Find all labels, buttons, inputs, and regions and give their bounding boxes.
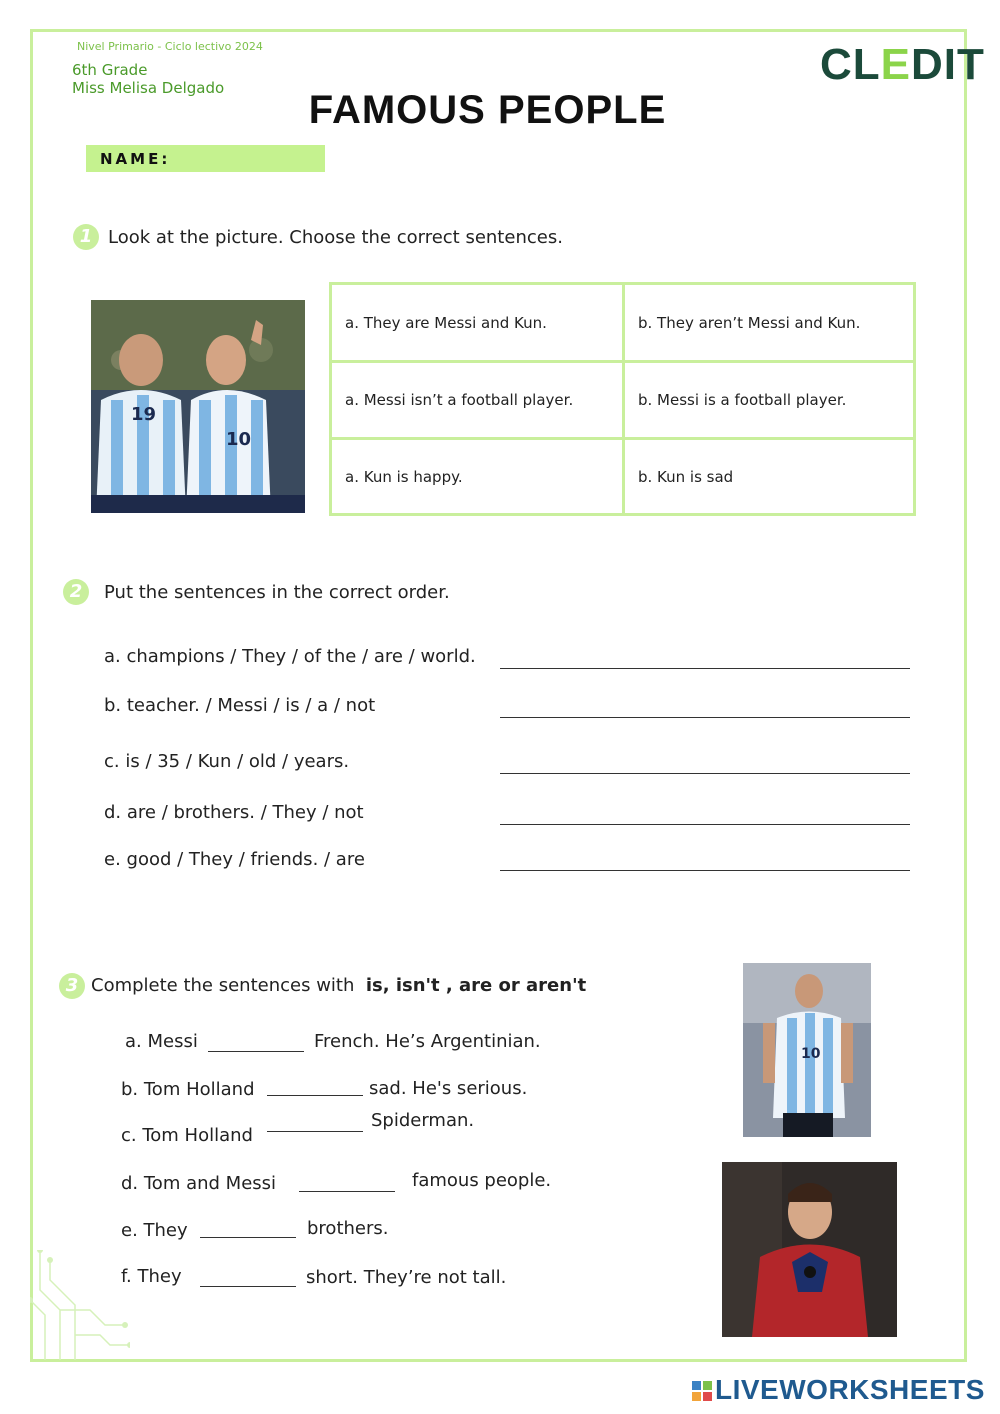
fill-item-after: French. He’s Argentinian.: [314, 1031, 541, 1052]
order-item: d. are / brothers. / They / not: [104, 802, 364, 823]
choice-row: [332, 362, 913, 438]
choice-option-a[interactable]: a. Messi isn’t a football player.: [345, 391, 574, 409]
tom-holland-photo: [722, 1162, 897, 1337]
choice-row: [332, 439, 913, 515]
section-2-number: 2: [63, 579, 89, 605]
fill-blank[interactable]: [200, 1286, 296, 1287]
section-3-instruction: Complete the sentences with is, isn't , are or aren't: [91, 975, 587, 996]
page-title: FAMOUS PEOPLE: [308, 88, 667, 132]
order-item: b. teacher. / Messi / is / a / not: [104, 695, 376, 716]
fill-blank[interactable]: [208, 1051, 304, 1052]
section-2-instruction: Put the sentences in the correct order.: [104, 582, 450, 603]
fill-item-before: d. Tom and Messi: [121, 1173, 277, 1194]
school-line: Nivel Primario - Ciclo lectivo 2024: [77, 40, 263, 53]
answer-line[interactable]: [500, 717, 910, 718]
fill-item-before: f. They: [121, 1266, 182, 1287]
fill-item-after: Spiderman.: [371, 1110, 475, 1131]
svg-text:10: 10: [801, 1046, 821, 1062]
svg-text:10: 10: [226, 429, 252, 450]
fill-item-after: brothers.: [307, 1218, 389, 1239]
answer-line[interactable]: [500, 773, 910, 774]
section-1-number: 1: [73, 224, 99, 250]
choice-option-b[interactable]: b. Messi is a football player.: [638, 391, 847, 409]
messi-photo: [743, 963, 871, 1137]
svg-text:19: 19: [131, 404, 157, 425]
choice-row: [332, 285, 913, 361]
choice-grid: [329, 282, 916, 516]
fill-blank[interactable]: [267, 1095, 363, 1096]
teacher-label: Miss Melisa Delgado: [72, 79, 225, 97]
order-item: e. good / They / friends. / are: [104, 849, 365, 870]
choice-option-a[interactable]: a. They are Messi and Kun.: [345, 314, 547, 332]
choice-option-b[interactable]: b. Kun is sad: [638, 468, 734, 486]
fill-item-after: famous people.: [412, 1170, 552, 1191]
choice-option-a[interactable]: a. Kun is happy.: [345, 468, 463, 486]
fill-item-before: a. Messi: [125, 1031, 198, 1052]
cedit-logo: CLEDIT: [820, 40, 985, 89]
liveworksheets-icon: [692, 1381, 712, 1401]
fill-blank[interactable]: [299, 1191, 395, 1192]
section-1-instruction: Look at the picture. Choose the correct sentences.: [108, 227, 563, 248]
answer-line[interactable]: [500, 668, 910, 669]
fill-item-before: e. They: [121, 1220, 188, 1241]
order-item: a. champions / They / of the / are / world.: [104, 646, 476, 667]
section-3-number: 3: [59, 973, 85, 999]
fill-blank[interactable]: [200, 1237, 296, 1238]
choice-option-b[interactable]: b. They aren’t Messi and Kun.: [638, 314, 861, 332]
name-label: NAME:: [100, 150, 171, 168]
fill-item-before: b. Tom Holland: [121, 1079, 255, 1100]
fill-item-after: short. They’re not tall.: [306, 1267, 507, 1288]
circuit-decoration: [30, 1250, 130, 1360]
fill-item-after: sad. He's serious.: [369, 1078, 528, 1099]
order-item: c. is / 35 / Kun / old / years.: [104, 751, 350, 772]
messi-kun-photo: [91, 300, 305, 513]
answer-line[interactable]: [500, 870, 910, 871]
fill-item-before: c. Tom Holland: [121, 1125, 253, 1146]
fill-blank[interactable]: [267, 1131, 363, 1132]
grade-label: 6th Grade: [72, 61, 148, 79]
liveworksheets-logo: LIVEWORKSHEETS: [692, 1374, 985, 1406]
answer-line[interactable]: [500, 824, 910, 825]
